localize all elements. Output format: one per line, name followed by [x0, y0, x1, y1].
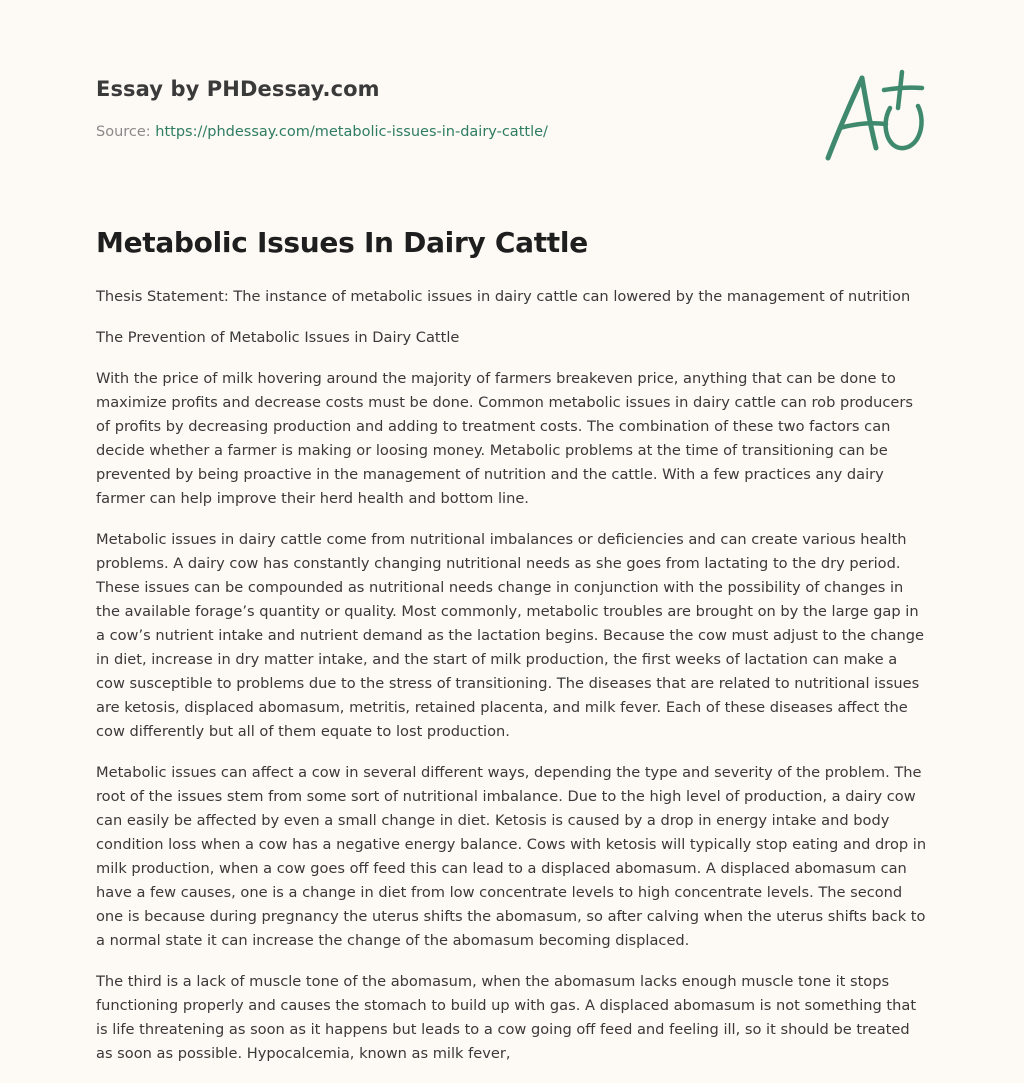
- essay-paragraph-3: Metabolic issues can affect a cow in several different ways, depending the type and severity of the problem. The root of the issues stem from some sort of nutritional imbalance. Due to the high level of production, a dairy cow can easily be affected by even a small change in diet. Ketosis is caused by a drop in energy intake and body condition loss when a cow has a negative energy balance. Cows with ketosis will typically stop eating and drop in milk production, when a cow goes off feed this can lead to a displaced abomasum. A displaced abomasum can have a few causes, one is a change in diet from low concentrate levels to high concentrate levels. The second one is because during pregnancy the uterus shifts the abomasum, so after calving when the uterus shifts back to a normal state it can increase the change of the abomasum becoming displaced.: [96, 764, 927, 949]
- a-plus-grade-icon: [822, 68, 930, 164]
- site-brand: Essay by PHDessay.com: [96, 77, 380, 101]
- essay-body: [96, 285, 928, 1083]
- essay-paragraph-1: With the price of milk hovering around the majority of farmers breakeven price, anything that can be done to maximize profits and decrease costs must be done. Common metabolic issues in dairy cattle can rob producers of profits by decreasing production and adding to treatment costs. The combination of these two factors can decide whether a farmer is making or loosing money. Metabolic problems at the time of transitioning can be prevented by being proactive in the management of nutrition and the cattle. With a few practices any dairy farmer can help improve their herd health and bottom line.: [96, 370, 913, 507]
- source-link[interactable]: https://phdessay.com/metabolic-issues-in-dairy-cattle/: [155, 124, 548, 140]
- source-label: Source:: [96, 124, 151, 140]
- essay-subtitle: The Prevention of Metabolic Issues in Dairy Cattle: [96, 329, 460, 346]
- thesis-statement: Thesis Statement: The instance of metabolic issues in dairy cattle can lowered by the management of nutrition: [96, 288, 911, 305]
- essay-paragraph-4: The third is a lack of muscle tone of the abomasum, when the abomasum lacks enough muscle tone it stops functioning properly and causes the stomach to build up with gas. A displaced abomasum is not something that is life threatening as soon as it happens but leads to a cow going off feed and feeling ill, so it should be treated as soon as possible. Hypocalcemia, known as milk fever,: [96, 973, 917, 1062]
- essay-paragraph-2: Metabolic issues in dairy cattle come from nutritional imbalances or deficiencies and can create various health problems. A dairy cow has constantly changing nutritional needs as she goes from lactating to the dry period. These issues can be compounded as nutritional needs change in conjunction with the possibility of changes in the available forage’s quantity or quality. Most commonly, metabolic troubles are brought on by the large gap in a cow’s nutrient intake and nutrient demand as the lactation begins. Because the cow must adjust to the change in diet, increase in dry matter intake, and the start of milk production, the first weeks of lactation can make a cow susceptible to problems due to the stress of transitioning. The diseases that are related to nutritional issues are ketosis, displaced abomasum, metritis, retained placenta, and milk fever. Each of these diseases affect the cow differently but all of them equate to lost production.: [96, 531, 925, 740]
- essay-title: Metabolic Issues In Dairy Cattle: [96, 226, 588, 259]
- source-line: [96, 124, 548, 140]
